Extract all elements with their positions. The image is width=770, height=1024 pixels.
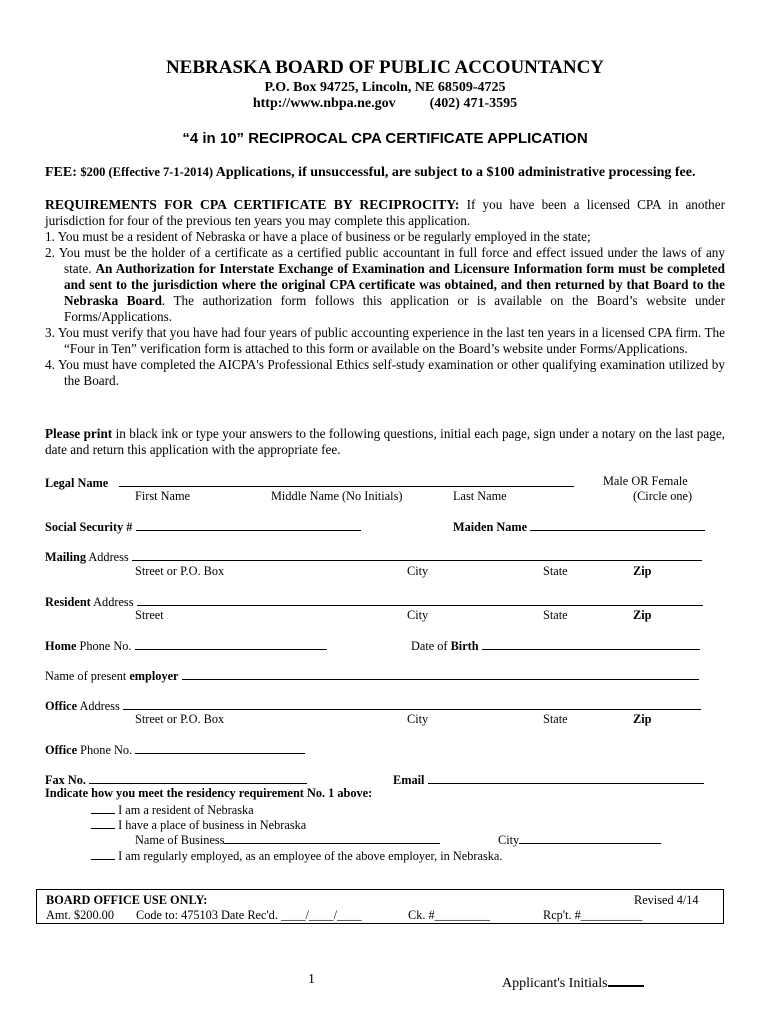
residency-option-2-blank[interactable] [91,816,115,829]
office-zip-caption: Zip [633,712,652,726]
office-phone-field[interactable] [135,741,305,754]
fee-line [45,165,695,181]
resident-address-field[interactable] [137,593,703,606]
instructions [45,426,725,458]
office-use-box [36,889,724,924]
resident-label-bold: Resident [45,595,91,609]
home-label-bold: Home [45,639,77,653]
resident-city-caption: City [407,608,429,622]
ssn-field[interactable] [136,518,361,531]
resident-street-caption: Street [135,608,164,622]
requirements-heading: REQUIREMENTS FOR CPA CERTIFICATE BY RECIPROCITY: [45,197,460,212]
residency-option-1-label: I am a resident of Nebraska [118,803,254,817]
business-city-field[interactable] [519,831,661,844]
employer-label-bold: employer [129,669,179,683]
maiden-name-label: Maiden Name [453,520,528,534]
mailing-city-caption: City [407,564,429,578]
home-phone-row [45,637,327,654]
mailing-zip-caption: Zip [633,564,652,578]
instructions-text: in black ink or type your answers to the following questions, initial each page, sign under a notary on the last page, date and return this application with the appropriate fee. [45,426,725,457]
mailing-label: Address [86,550,129,564]
office-city-caption: City [407,712,429,726]
office-street-caption: Street or P.O. Box [135,712,225,726]
circle-one-caption: (Circle one) [633,489,693,503]
residency-option-3-blank[interactable] [91,847,115,860]
office-use-code: Code to: 475103 Date Rec'd. ____/____/____ [136,908,362,922]
gender-options[interactable]: Male OR Female [603,474,688,488]
requirement-4: 4. You must have completed the AICPA's Professional Ethics self-study examination or other qualifying examination utilized by the Board. [45,357,725,388]
office-phone-label: Phone No. [77,743,133,757]
residency-option-3-label: I am regularly employed, as an employee of the above employer, in Nebraska. [118,849,503,863]
email-row [393,771,704,788]
page-number: 1 [308,972,315,987]
mailing-address-field[interactable] [132,548,702,561]
requirement-2 [45,245,725,325]
email-label: Email [393,773,425,787]
fax-field[interactable] [89,771,307,784]
dob-label-bold: Birth [450,639,479,653]
requirement-2-bold: An Authorization for Interstate Exchange of Examination and Licensure Information form must be completed and sent to the jurisdiction where the original CPA certificate was obtained, and then returned by that Board to the Nebraska Board [64,261,725,308]
business-name-label: Name of Business [135,833,225,847]
fax-label: Fax No. [45,773,86,787]
home-phone-label: Phone No. [76,639,132,653]
employer-row [45,667,699,684]
office-label-bold: Office [45,699,78,713]
ssn-label: Social Security # [45,520,133,534]
office-phone-bold: Office [45,743,78,757]
office-state-caption: State [543,712,568,726]
residency-option-2-label: I have a place of business in Nebraska [118,818,307,832]
resident-zip-caption: Zip [633,608,652,622]
applicant-initials [502,972,644,992]
maiden-name-field[interactable] [530,518,705,531]
requirement-1: 1. You must be a resident of Nebraska or have a place of business or be regularly employed in the state; [45,229,591,244]
legal-name-field[interactable] [119,474,574,487]
legal-name-label: Legal Name [45,476,109,490]
office-phone-row [45,741,305,758]
employer-label: Name of present [45,669,130,683]
business-name-field[interactable] [224,831,440,844]
fee-amount: $200 (Effective 7-1-2014) [80,165,213,179]
resident-label: Address [90,595,134,609]
board-phone: (402) 471-3595 [429,96,518,111]
dob-label: Date of [411,639,451,653]
employer-field[interactable] [182,667,699,680]
resident-state-caption: State [543,608,568,622]
office-address-label: Address [77,699,120,713]
form-title: “4 in 10” RECIPROCAL CPA CERTIFICATE APPLICATION [182,130,588,147]
residency-option-3 [91,847,502,864]
requirements-section [45,197,725,389]
board-title: NEBRASKA BOARD OF PUBLIC ACCOUNTANCY [165,57,605,78]
office-address-field[interactable] [123,697,701,710]
requirement-2-text: 2. You must be the holder of a certificate as a certified public accountant in full force and effect issued under the laws of any state. [45,245,725,276]
instructions-bold: Please print [45,426,113,441]
applicant-initials-label: Applicant's Initials [502,976,608,991]
applicant-initials-field[interactable] [608,972,644,987]
dob-field[interactable] [482,637,700,650]
email-field[interactable] [428,771,704,784]
board-website[interactable]: http://www.nbpa.ne.gov [252,96,396,111]
revised-date: Revised 4/14 [634,893,699,907]
requirements-intro [45,197,725,229]
office-use-heading: BOARD OFFICE USE ONLY: [46,893,208,907]
home-phone-field[interactable] [135,637,327,650]
requirement-2-tail: . The authorization form follows this application or is available on the Board’s website under Forms/Applications. [64,293,726,324]
residency-option-1-blank[interactable] [91,801,115,814]
business-city-row [498,831,661,848]
middle-name-caption: Middle Name (No Initials) [271,489,403,503]
requirement-3: 3. You must verify that you have had four years of public accounting experience in the last ten years in a licensed CPA firm. The “Four in Ten” verification form is attached to this form or available on the Board’s website under Forms/Applications. [45,325,725,356]
residency-question: Indicate how you meet the residency requirement No. 1 above: [45,786,373,800]
office-use-check: Ck. #_________ [408,908,490,922]
fee-note: Applications, if unsuccessful, are subject to a $100 administrative processing fee. [215,165,696,180]
requirements-intro-text: If you have been a licensed CPA in another jurisdiction for four of the previous ten years you may complete this application. [45,197,725,228]
mailing-address-row [45,548,702,565]
fee-label: FEE: [45,165,77,180]
mailing-state-caption: State [543,564,568,578]
business-city-label: City [498,833,520,847]
last-name-caption: Last Name [453,489,507,503]
mailing-street-caption: Street or P.O. Box [135,564,225,578]
office-use-amount: Amt. $200.00 [46,908,114,922]
board-contact [0,96,770,112]
maiden-name-row [453,518,705,535]
dob-row [411,637,700,654]
mailing-label-bold: Mailing [45,550,86,564]
first-name-caption: First Name [135,489,190,503]
board-address: P.O. Box 94725, Lincoln, NE 68509-4725 [264,80,506,95]
business-name-row [135,831,440,848]
ssn-row [45,518,361,535]
office-use-receipt: Rcp't. #__________ [543,908,643,922]
